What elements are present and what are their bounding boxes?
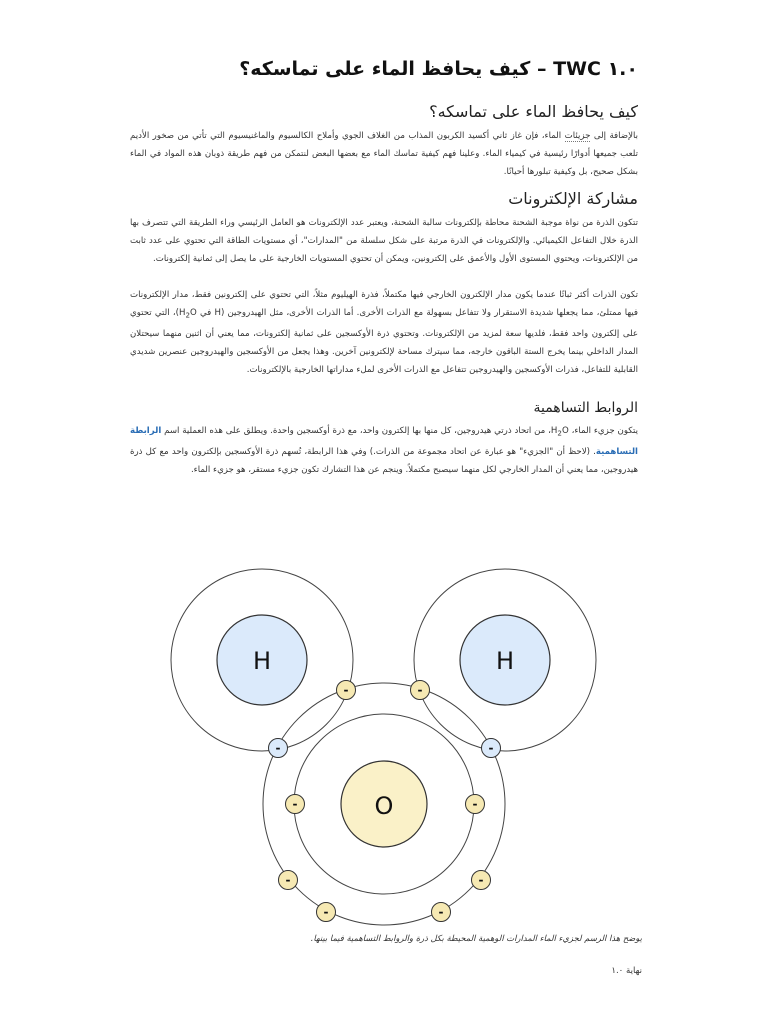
electron bbox=[317, 903, 336, 922]
end-marker: نهاية ١.٠ bbox=[611, 966, 642, 976]
electron bbox=[269, 739, 288, 758]
oxygen-label: O bbox=[374, 792, 394, 820]
electron bbox=[432, 903, 451, 922]
section-heading-electron-sharing: مشاركة الإلكترونات bbox=[508, 189, 638, 208]
svg-text:-: - bbox=[472, 797, 478, 811]
electron bbox=[411, 681, 430, 700]
paragraph-atom-structure: تتكون الذرة من نواة موجبة الشحنة محاطة بإلكترونات سالبة الشحنة، ويعتبر عدد الإلكترونات هو العامل الرئيسي وراء الطريقة التي تتصرف بها الذرة خلال التفاعل الكيميائي. والإلكترونات في الذرة مرتبة على شكل سلسلة من "المدارات"، أي مستويات الطاقة التي تحتوي على عدد ثابت من الإلكترونات، ويحتوي المستوى الأول والأعمق على إلكترونين، ويمكن أن تحتوي المستويات الخارجية على ما يصل إلى ثمانية إلكترونات. bbox=[130, 218, 638, 264]
svg-text:-: - bbox=[292, 797, 298, 811]
paragraph-covalent-text-a: يتكون جزيء الماء، H bbox=[550, 426, 638, 436]
svg-text:-: - bbox=[275, 741, 281, 755]
svg-text:-: - bbox=[417, 683, 423, 697]
svg-text:-: - bbox=[343, 683, 349, 697]
page-title: ١.٠ TWC – كيف يحافظ الماء على تماسكه؟ bbox=[239, 58, 638, 80]
electron bbox=[466, 795, 485, 814]
hydrogen-left-label: H bbox=[252, 647, 272, 675]
electron bbox=[472, 871, 491, 890]
hydrogen-right-label: H bbox=[495, 647, 515, 675]
section-heading-cohesion: كيف يحافظ الماء على تماسكه؟ bbox=[429, 102, 638, 121]
paragraph-intro-text-a: بالإضافة إلى bbox=[590, 131, 638, 141]
paragraph-stability-text-b: O)، التي تحتوي على إلكترون واحد فقط، فلديها سعة لمزيد من الإلكترونات. وتحتوي ذرة الأوكسجين على ثمانية إلكترونات، مما يعني أن اثنين منهما سيحتلان المدار الداخلي بينما يخرج الستة الباقون خارجه، مما سيترك مساحة لإلكترونين آخرين. وهذا يجعل من الأوكسجين والهيدروجين عنصرين شديدي القابلية للتفاعل، فذرات الأوكسجين والهيدروجين تتفاعل مع الذرات الأخرى لملء مداراتها الخارجية بالإلكترونات. bbox=[130, 308, 638, 375]
subscript-2: 2 bbox=[185, 310, 191, 320]
paragraph-covalent-text-b: O، من اتحاد ذرتي هيدروجين، كل منها بها إلكترون واحد، مع ذرة أوكسجين واحدة. ويطلق على هذه العملية اسم bbox=[161, 426, 569, 436]
electron bbox=[286, 795, 305, 814]
svg-text:-: - bbox=[323, 905, 329, 919]
svg-text:-: - bbox=[478, 873, 484, 887]
subscript-2-water: 2 bbox=[557, 428, 562, 438]
paragraph-covalent-text-c: . (لاحظ أن "الجزيء" هو عبارة عن اتحاد مجموعة من الذرات.) وفي هذا الرابطة، تُسهم ذرة الأوكسجين بإلكترون واحد مع كل ذرة هيدروجين، مما يعني أن المدار الخارجي لكل منهما سيصبح مكتملاً. وينجم عن هذا التشارك تكون جزيء مستقر، هو جزيء الماء. bbox=[130, 446, 638, 475]
molecules-link[interactable]: جزيئات bbox=[564, 131, 591, 141]
svg-text:-: - bbox=[285, 873, 291, 887]
section-heading-covalent-bonds: الروابط التساهمية bbox=[533, 400, 638, 416]
paragraph-stability-text-a: تكون الذرات أكثر ثباتًا عندما يكون مدار الإلكترون الخارجي فيها مكتملاً، فذرة الهيليوم مثلاً، التي تحتوي على إلكترونين فقط، مدار الإلكترونات فيها ممتلئ، مما يجعلها شديدة الاستقرار ولا تتفاعل بسهولة مع الذرات الأخرى. أما الذرات الأخرى، مثل الهيدروجين (H في H bbox=[130, 290, 638, 318]
svg-text:-: - bbox=[438, 905, 444, 919]
electron bbox=[279, 871, 298, 890]
figure-caption: يوضح هذا الرسم لجزيء الماء المدارات الوهمية المحيطة بكل ذرة والروابط التساهمية فيما بينها. bbox=[310, 933, 642, 943]
svg-text:-: - bbox=[488, 741, 494, 755]
paragraph-intro-text-b: الماء، فإن غاز ثاني أكسيد الكربون المذاب من الغلاف الجوي وأملاح الكالسيوم والماغنيسيوم التي تأتي من صخور الأديم تلعب جميعها أدوارًا رئيسية في كيمياء الماء. وعلينا فهم كيفية تماسك الماء مع بعضها البعض لنتمكن من فهم طريقة ذوبان هذه المواد في الماء بشكل صحيح، بل وكيفية تبلورها أحيانًا. bbox=[130, 131, 638, 177]
electron bbox=[482, 739, 501, 758]
electron bbox=[337, 681, 356, 700]
covalent-bond-link[interactable]: الرابطة التساهمية bbox=[130, 426, 638, 457]
